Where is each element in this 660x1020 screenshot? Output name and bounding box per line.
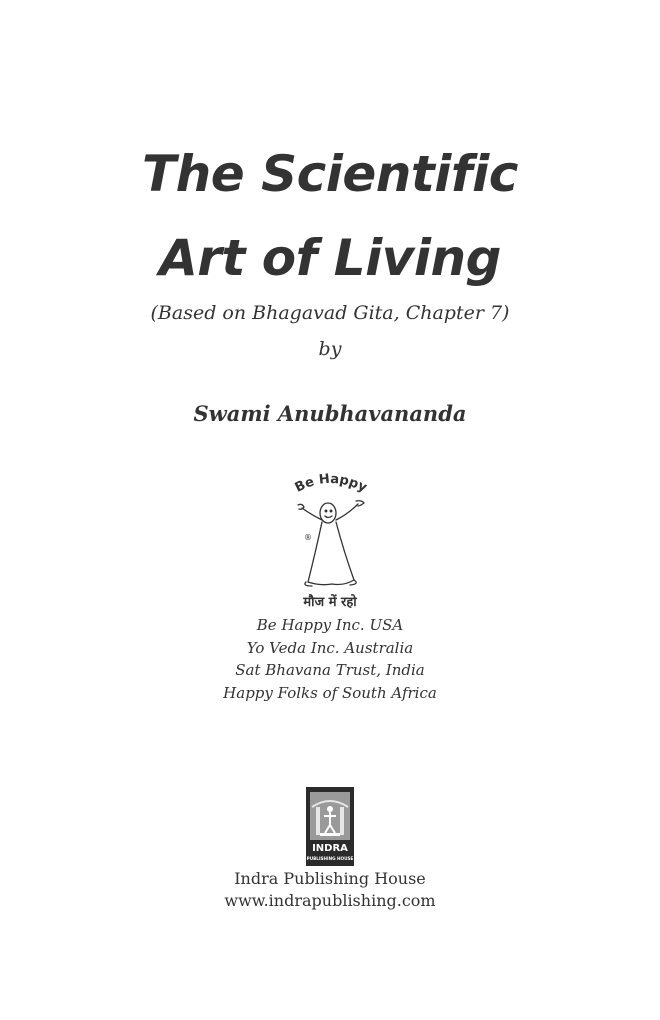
logo-arc-text: Be Happy (292, 471, 370, 496)
indra-publishing-logo (306, 787, 354, 866)
organizations-list (0, 614, 660, 704)
publisher-website: www.indrapublishing.com (224, 891, 436, 910)
organization-item: Sat Bhavana Trust, India (235, 661, 425, 679)
logo-caption: मौज में रहो (303, 595, 357, 610)
registered-mark-icon: ® (304, 533, 312, 542)
publisher-logo-line-1: INDRA (312, 843, 348, 854)
book-title-line-1: The Scientific (142, 145, 518, 203)
publisher-logo-line-2: PUBLISHING HOUSE (306, 856, 354, 861)
happy-figure-icon (280, 470, 380, 600)
by-label: by (318, 338, 342, 360)
organization-item: Happy Folks of South Africa (223, 683, 437, 702)
book-subtitle: (Based on Bhagavad Gita, Chapter 7) (150, 302, 510, 324)
publisher-name: Indra Publishing House (234, 869, 426, 888)
organization-item: Yo Veda Inc. Australia (246, 638, 414, 657)
book-title-line-2: Art of Living (159, 229, 501, 287)
author-name: Swami Anubhavananda (193, 401, 467, 426)
publisher-emblem-icon (306, 787, 354, 866)
organization-item: Be Happy Inc. USA (256, 616, 404, 634)
